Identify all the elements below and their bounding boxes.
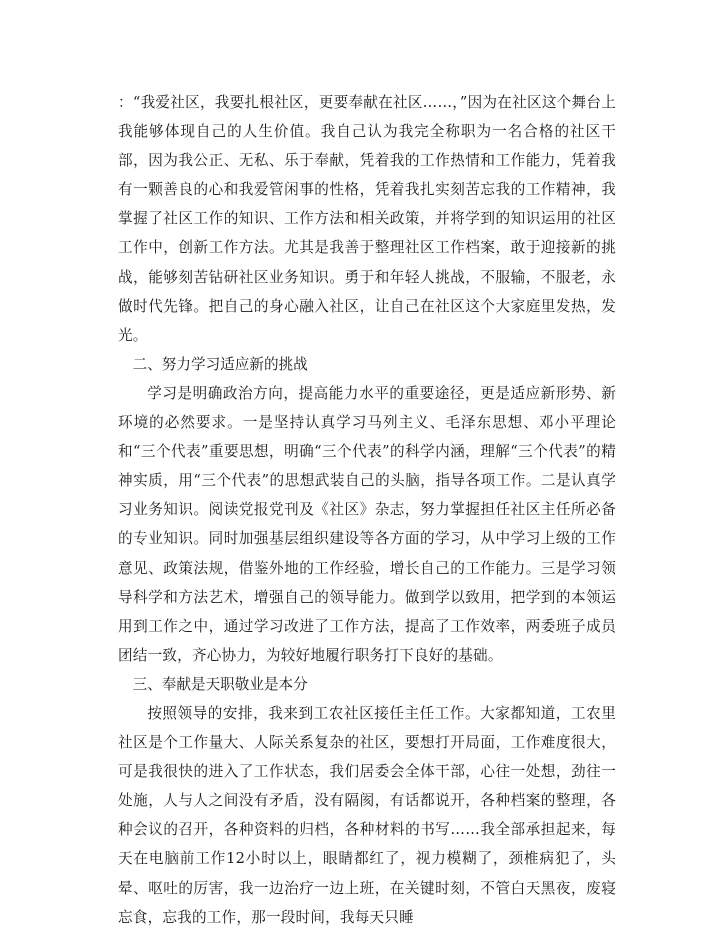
section-heading: 二、努力学习适应新的挑战: [132, 355, 308, 373]
section-heading: 三、奉献是天职敬业是本分: [132, 675, 308, 693]
body-paragraph: 学习是明确政治方向，提高能力水平的重要途径，更是适应新形势、新环境的必然要求。一是坚持认真学习马列主义、毛泽东思想、邓小平理论和“三个代表”重要思想，明确“三个代表”的科学内涵，理解“三个代表”的精神实质，用“三个代表”的思想武装自己的头脑，指导各项工作。二是认真学习业务知识。阅读党报党刊及《社区》杂志，努力掌握担任社区主任所必备的专业知识。同时加强基层组织建设等各方面的学习，从中学习上级的工作意见、政策法规，借鉴外地的工作经验，增长自己的工作能力。三是学习领导科学和方法艺术，增强自己的领导能力。做到学以致用，把学到的本领运用到工作之中，通过学习改进了工作方法，提高了工作效率，两委班子成员团结一致，齐心协力，为较好地履行职务打下良好的基础。: [118, 384, 616, 664]
body-paragraph: 按照领导的安排，我来到工农社区接任主任工作。大家都知道，工农里社区是个工作量大、人际关系复杂的社区，要想打开局面，工作难度很大，可是我很快的进入了工作状态，我们居委会全体干部，心往一处想，劲往一处施，人与人之间没有矛盾，没有隔阂，有话都说开，各种档案的整理，各种会议的召开，各种资料的归档，各种材料的书写……我全部承担起来，每天在电脑前工作12小时以上，眼睛都红了，视力模糊了，颈椎病犯了，头晕、呕吐的厉害，我一边治疗一边上班，在关键时刻，不管白天黑夜，废寝忘食，忘我的工作，那一段时间，我每天只睡: [118, 704, 616, 926]
document-page: [118, 88, 616, 932]
body-paragraph: ：“我爱社区，我要扎根社区，更要奉献在社区……，”因为在社区这个舞台上我能够体现自己的人生价值。我自己认为我完全称职为一名合格的社区干部，因为我公正、无私、乐于奉献，凭着我的工作热情和工作能力，凭着我有一颗善良的心和我爱管闲事的性格，凭着我扎实刻苦忘我的工作精神，我掌握了社区工作的知识、工作方法和相关政策，并将学到的知识运用的社区工作中，创新工作方法。尤其是我善于整理社区工作档案，敢于迎接新的挑战，能够刻苦钻研社区业务知识。勇于和年轻人挑战，不服输，不服老，永做时代先锋。把自己的身心融入社区，让自己在社区这个大家庭里发热，发光。: [118, 94, 616, 344]
